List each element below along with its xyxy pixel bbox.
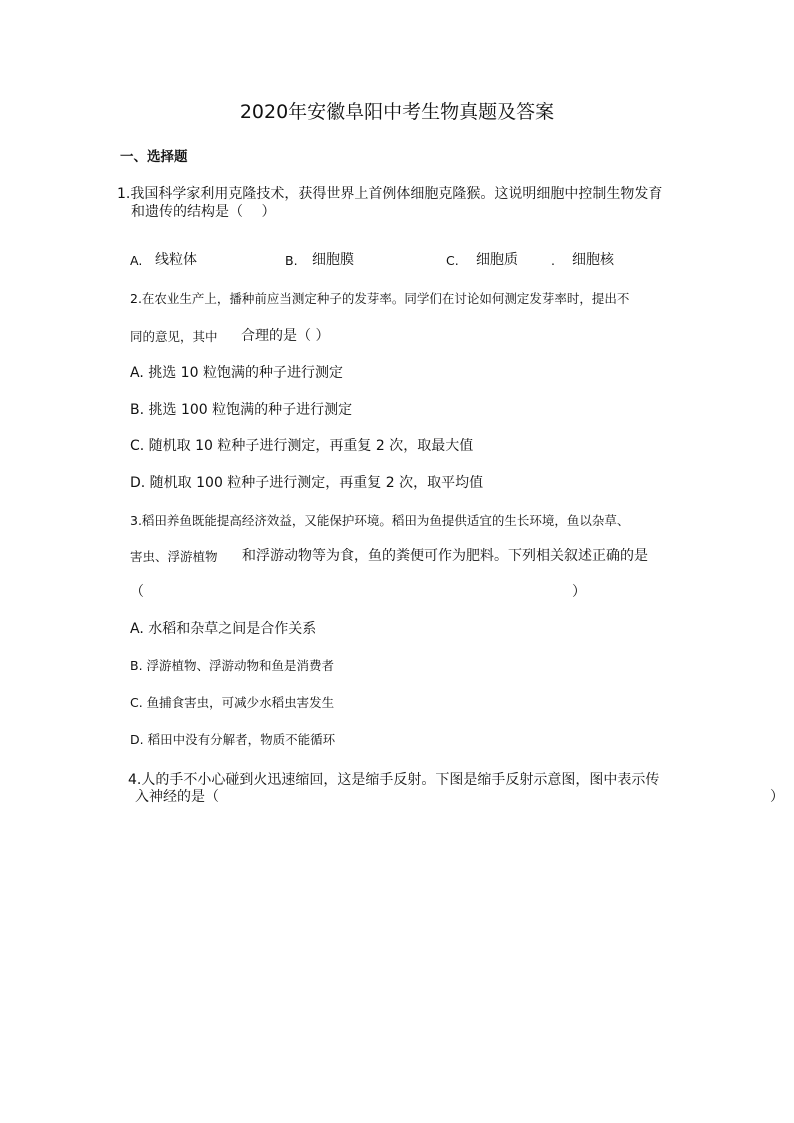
answer-paren-close: ） <box>572 584 586 600</box>
option-a: A. 挑选 10 粒饱满的种子进行测定 <box>130 365 343 381</box>
section-heading: 一、选择题 <box>120 149 188 165</box>
option-b: B. 浮游植物、浮游动物和鱼是消费者 <box>130 658 335 673</box>
option-a: A. 水稻和杂草之间是合作关系 <box>130 621 317 637</box>
option-letter: B. <box>285 253 298 268</box>
option-c: C. 随机取 10 粒种子进行测定，再重复 2 次，取最大值 <box>130 438 474 454</box>
option-letter: C. <box>446 253 459 268</box>
question-text: 同的意见，其中 <box>130 329 218 344</box>
question-text: 4.人的手不小心碰到火迅速缩回，这是缩手反射。下图是缩手反射示意图，图中表示传 <box>128 772 660 788</box>
question-text: 和遗传的结构是（ ） <box>131 204 276 220</box>
question-text: 2.在农业生产上，播种前应当测定种子的发芽率。同学们在讨论如何测定发芽率时，提出不 <box>130 291 630 306</box>
option-letter: A. <box>130 253 143 268</box>
answer-paren-close: ） <box>770 789 784 805</box>
question-text: 1.我国科学家利用克隆技术，获得世界上首例体细胞克隆猴。这说明细胞中控制生物发育 <box>117 186 663 202</box>
document-title: 2020年安徽阜阳中考生物真题及答案 <box>239 101 555 123</box>
option-text: 细胞膜 <box>312 252 354 268</box>
question-text: 合理的是（ ） <box>241 328 330 344</box>
option-d: D. 随机取 100 粒种子进行测定，再重复 2 次，取平均值 <box>130 475 484 491</box>
option-b: B. 挑选 100 粒饱满的种子进行测定 <box>130 402 353 418</box>
question-text: 害虫、浮游植物 <box>130 549 218 564</box>
question-text: 3.稻田养鱼既能提高经济效益，又能保护环境。稻田为鱼提供适宜的生长环境，鱼以杂草、 <box>130 513 630 528</box>
question-text: 和浮游动物等为食，鱼的粪便可作为肥料。下列相关叙述正确的是 <box>242 548 648 564</box>
option-text: 线粒体 <box>155 252 197 268</box>
option-d: D. 稻田中没有分解者，物质不能循环 <box>130 732 336 747</box>
option-c: C. 鱼捕食害虫，可减少水稻虫害发生 <box>130 695 335 710</box>
option-letter: . <box>551 253 555 268</box>
question-text: 入神经的是（ <box>135 789 219 805</box>
option-text: 细胞质 <box>476 252 518 268</box>
option-text: 细胞核 <box>572 252 614 268</box>
answer-paren-open: （ <box>130 584 144 600</box>
